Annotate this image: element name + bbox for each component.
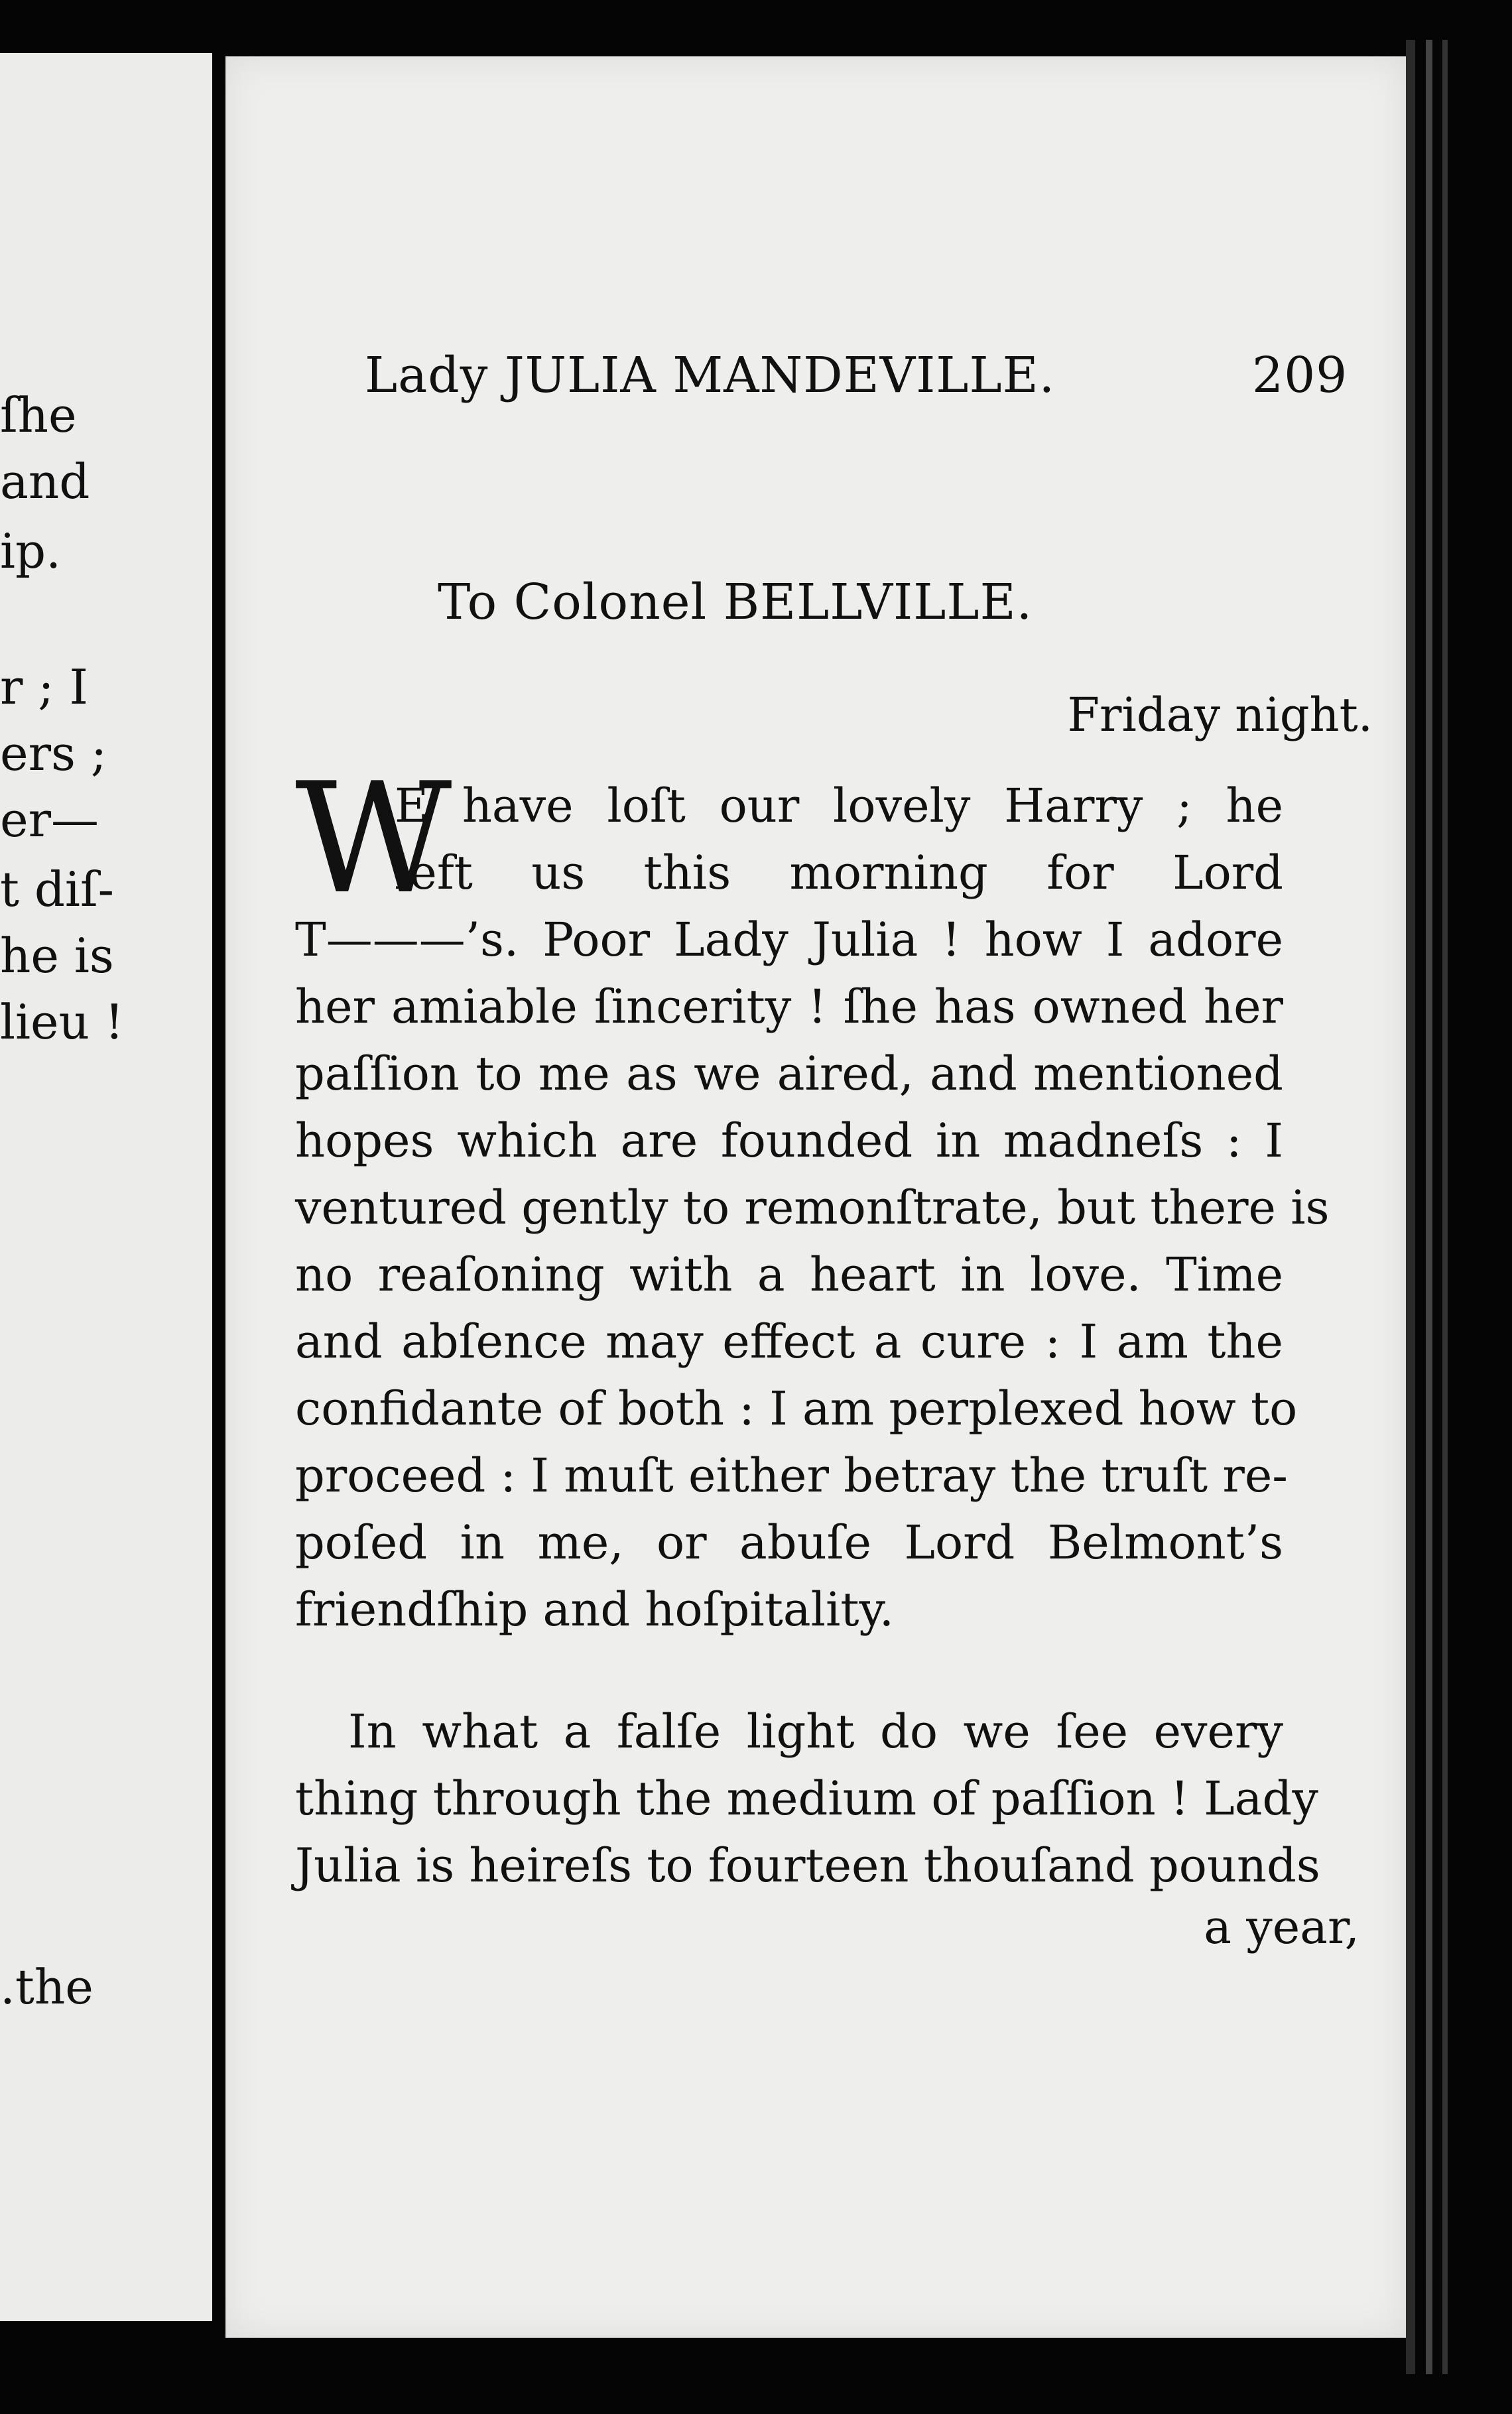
text-line: hopes which are founded in madneſs : I: [295, 1113, 1283, 1168]
text-line: no reaſoning with a heart in love. Time: [295, 1247, 1283, 1302]
left-page-line: ers ;: [0, 726, 107, 781]
left-page-line: ip.: [0, 523, 62, 579]
text-line: E have loſt our lovely Harry ; he: [395, 779, 1283, 833]
text-line: proceed : I muſt either betray the truſt re-: [295, 1448, 1288, 1503]
paragraph-2: [295, 1698, 1320, 1899]
page-edge: [1426, 40, 1432, 2374]
text-line: Julia is heireſs to fourteen thouſand pounds: [295, 1838, 1320, 1893]
left-page-line: lieu !: [0, 994, 124, 1050]
text-line: and abſence may effect a cure : I am the: [295, 1314, 1283, 1369]
book-page: [225, 56, 1406, 2338]
left-facing-page: [0, 53, 212, 2321]
left-page-line: .the: [0, 1959, 94, 2015]
page-number: 209: [1252, 347, 1348, 404]
running-title: Lady JULIA MANDEVILLE.: [365, 347, 1056, 404]
text-line: ventured gently to remonſtrate, but there is: [295, 1180, 1330, 1235]
text-line: her amiable ſincerity ! ſhe has owned her: [295, 980, 1283, 1034]
left-page-line: r ; I: [0, 659, 88, 715]
text-line: In what a falſe light do we ſee every: [348, 1704, 1283, 1759]
text-line: thing through the medium of paſſion ! Lady: [295, 1771, 1318, 1826]
page-edge: [1406, 40, 1415, 2374]
letter-dateline: Friday night.: [1067, 688, 1373, 742]
left-page-line: ſhe: [0, 387, 77, 443]
left-page-line: t diſ-: [0, 861, 114, 917]
text-line: friendſhip and hoſpitality.: [295, 1582, 894, 1637]
letter-address: To Colonel BELLVILLE.: [438, 574, 1033, 631]
text-line: left us this morning for Lord: [395, 846, 1283, 900]
left-page-line: he is: [0, 928, 114, 984]
text-line: paſſion to me as we aired, and mentioned: [295, 1047, 1283, 1101]
page-header: [365, 347, 1426, 404]
catchword: a year,: [1204, 1900, 1359, 1954]
text-line: poſed in me, or abuſe Lord Belmont’s: [295, 1515, 1283, 1570]
page-edge: [1442, 40, 1448, 2374]
text-line: confidante of both : I am perplexed how to: [295, 1381, 1298, 1436]
paragraph-1: [295, 751, 1330, 1643]
text-line: T———’s. Poor Lady Julia ! how I adore: [295, 913, 1283, 967]
left-page-line: er—: [0, 792, 99, 848]
drop-cap: W: [295, 751, 452, 928]
left-page-line: and: [0, 454, 90, 509]
